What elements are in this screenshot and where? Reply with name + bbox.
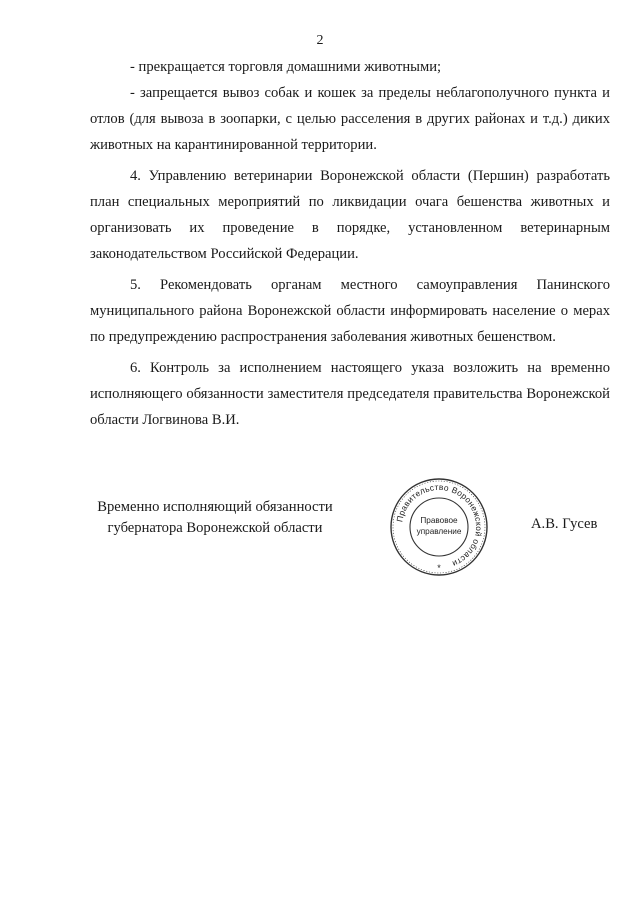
paragraph-export-ban: - запрещается вывоз собак и кошек за пределы неблагополучного пункта и отлов (для вывоза в зоопарки, с целью расселения в других районах и т.д.) диких животных на карантинированной территории. <box>90 85 610 153</box>
signatory-position-line-1: Временно исполняющий обязанности <box>97 499 333 515</box>
seal-star-icon: * <box>437 563 441 573</box>
seal-outer-text: Правительство Воронежской области <box>394 481 485 570</box>
signatory-position <box>90 497 340 539</box>
page-number: 2 <box>316 33 324 48</box>
official-seal <box>388 476 490 578</box>
signatory-position-line-2: губернатора Воронежской области <box>107 520 323 536</box>
body-text <box>90 54 610 433</box>
signatory-name: А.В. Гусев <box>531 516 598 532</box>
paragraph-item-6: 6. Контроль за исполнением настоящего указа возложить на временно исполняющего обязанности заместителя председателя правительства Воронежской области Логвинова В.И. <box>90 360 610 428</box>
paragraph-item-4: 4. Управлению ветеринарии Воронежской области (Першин) разработать план специальных мероприятий по ликвидации очага бешенства животных и организовать их проведение в порядке, установленном ветеринарным законодательством Российской Федерации. <box>90 168 610 262</box>
seal-inner-text-2: управление <box>416 527 462 536</box>
paragraph-item-5: 5. Рекомендовать органам местного самоуправления Панинского муниципального района Воронежской области информировать население о мерах по предупреждению распространения заболевания животных бешенством. <box>90 277 610 345</box>
paragraph-trade-ban: - прекращается торговля домашними животными; <box>130 59 442 75</box>
seal-inner-text-1: Правовое <box>420 516 458 525</box>
